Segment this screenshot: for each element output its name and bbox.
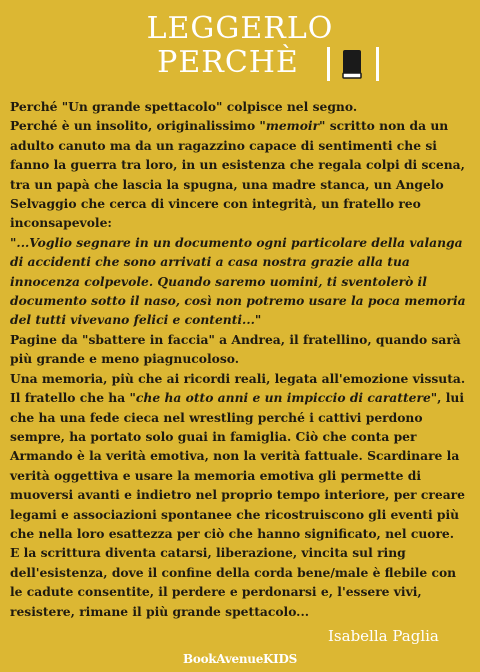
brand-logo: BookAvenueKIDS	[183, 652, 297, 666]
book-pages	[343, 73, 361, 78]
article-body	[10, 97, 472, 621]
paragraph-4: Pagine da "sbattere in faccia" a Andrea, il fratellino, quando sarà più grande e meno piagnucoloso.	[10, 331, 461, 367]
memoir-word: memoir	[265, 118, 320, 134]
book-cover	[343, 50, 361, 76]
paragraph-6	[10, 388, 472, 543]
paragraph-1: Perché "Un grande spettacolo" colpisce nel segno.	[10, 99, 358, 114]
quote-paragraph	[10, 233, 472, 330]
author-signature: Isabella Paglia	[328, 627, 439, 645]
right-bar	[376, 47, 379, 81]
paragraph-2	[10, 116, 472, 232]
title-line-1: LEGGERLO	[146, 11, 334, 46]
text-span: Perché è un insolito, originalissimo "	[10, 118, 266, 134]
title-line-2: PERCHÈ	[157, 45, 299, 80]
paragraph-5: Una memoria, più che ai ricordi reali, legata all'emozione vissuta.	[10, 370, 466, 386]
paragraph-7: E la scrittura diventa catarsi, liberazione, vincita sul ring dell'esistenza, dove il confine della corda bene/male è flebile con le cadute consentite, il perdere e perdonarsi e, l'essere vivi, resistere, rimane il più grande spettacolo...	[10, 545, 457, 619]
book-icon	[325, 44, 381, 84]
quote-text: "...Voglio segnare in un documento ogni particolare della valanga di accidenti che sono arrivati a casa nostra grazie alla tua innocenza colpevole. Quando saremo uomini, ti sventolerò il documento sotto il naso, così non potremo usare la poca memoria del tutti vivevano felici e contenti..."	[10, 234, 466, 328]
text-span: " scritto non da un adulto canuto ma da un ragazzino capace di sentimenti che si fanno la guerra tra loro, in un esistenza che regala colpi di scena, tra un papà che lascia la spugna, una madre stanca, un Angelo Selvaggio che cerca di vincere con integrità, un fratello reo inconsapevole:	[10, 118, 465, 231]
text-span: ", lui che ha una fede cieca nel wrestling perché i cattivi perdono sempre, ha portato solo guai in famiglia. Ciò che conta per Armando è la verità emotiva, non la verità fattuale. Scardinare la verità oggettiva e usare la memoria emotiva gli permette di muoversi avanti e indietro nel proprio tempo interiore, per creare legami e associazioni spontanee che ricostruiscono gli eventi più che nella loro esattezza per ciò che hanno significato, nel cuore.	[10, 390, 465, 541]
inline-quote: "che ha otto anni e un impiccio di carattere	[129, 390, 431, 406]
text-span: Il fratello che ha	[10, 390, 130, 406]
left-bar	[327, 47, 330, 81]
